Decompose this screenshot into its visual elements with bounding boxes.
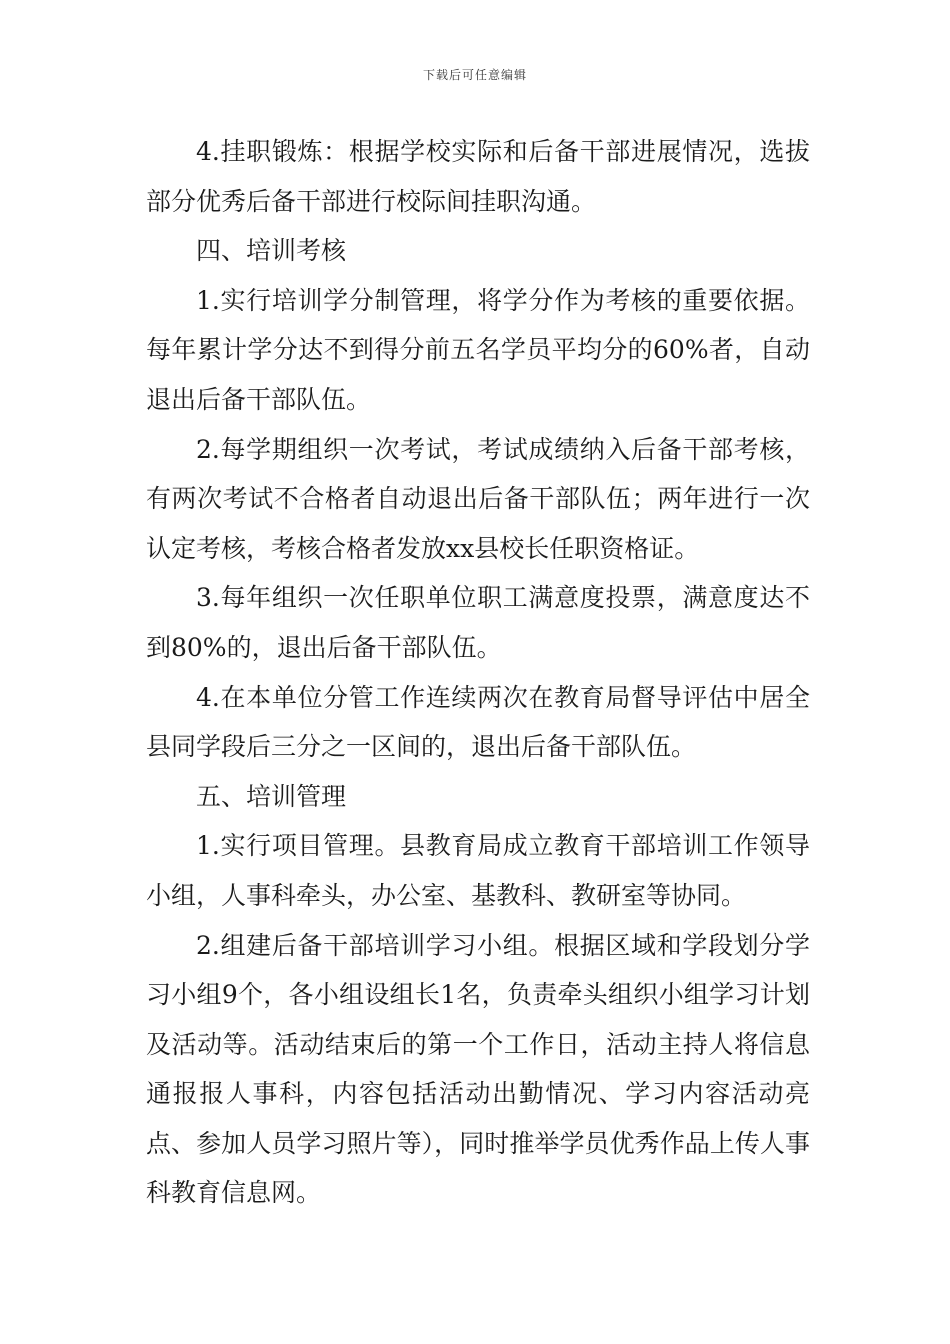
page-header-note: 下载后可任意编辑 <box>422 68 527 82</box>
section-heading-training-management: 五、培训管理 <box>196 781 347 811</box>
paragraph-secondment: 4.挂职锻炼：根据学校实际和后备干部进展情况，选拔部分优秀后备干部进行校际间挂职沟通。 <box>146 137 810 216</box>
document-body <box>146 127 810 1218</box>
paragraph-supervision-evaluation: 4.在本单位分管工作连续两次在教育局督导评估中居全县同学段后三分之一区间的，退出后备干部队伍。 <box>146 682 810 762</box>
paragraph-satisfaction-vote: 3.每年组织一次任职单位职工满意度投票，满意度达不到80%的，退出后备干部队伍。 <box>146 583 810 662</box>
paragraph-semester-exam: 2.每学期组织一次考试，考试成绩纳入后备干部考核，有两次考试不合格者自动退出后备干部队伍；两年进行一次认定考核，考核合格者发放xx县校长任职资格证。 <box>146 434 810 563</box>
section-heading-training-assessment: 四、培训考核 <box>196 236 347 266</box>
paragraph-study-groups: 2.组建后备干部培训学习小组。根据区域和学段划分学习小组9个，各小组设组长1名，负责牵头组织小组学习计划及活动等。活动结束后的第一个工作日，活动主持人将信息通报报人事科，内容包括活动出勤情况、学习内容活动亮点、参加人员学习照片等），同时推举学员优秀作品上传人事科教育信息网。 <box>146 930 810 1208</box>
paragraph-credit-system: 1.实行培训学分制管理，将学分作为考核的重要依据。每年累计学分达不到得分前五名学员平均分的60%者，自动退出后备干部队伍。 <box>146 285 810 414</box>
paragraph-project-management: 1.实行项目管理。县教育局成立教育干部培训工作领导小组，人事科牵头，办公室、基教科、教研室等协同。 <box>146 831 810 910</box>
